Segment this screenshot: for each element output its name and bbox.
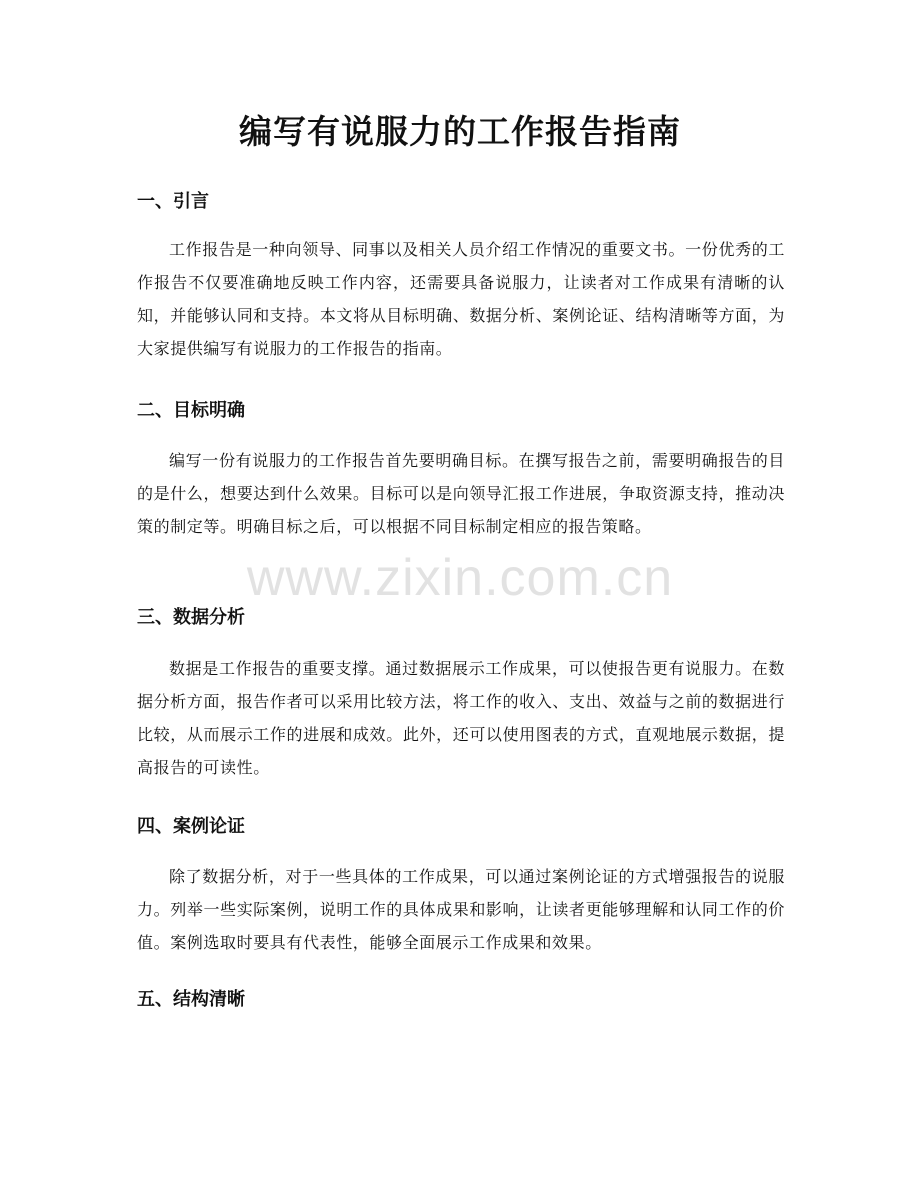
- watermark: www.zixin.com.cn: [246, 549, 674, 607]
- section-paragraph-introduction: 工作报告是一种向领导、同事以及相关人员介绍工作情况的重要文书。一份优秀的工作报告不仅要准确地反映工作内容，还需要具备说服力，让读者对工作成果有清晰的认知，并能够认同和支持。本文将从目标明确、数据分析、案例论证、结构清晰等方面，为大家提供编写有说服力的工作报告的指南。: [137, 240, 785, 358]
- section-heading-data-analysis: 三、数据分析: [137, 607, 245, 628]
- page-title: 编写有说服力的工作报告指南: [239, 112, 681, 151]
- section-paragraph-clear-goals: 编写一份有说服力的工作报告首先要明确目标。在撰写报告之前，需要明确报告的目的是什么，想要达到什么效果。目标可以是向领导汇报工作进展，争取资源支持，推动决策的制定等。明确目标之后，可以根据不同目标制定相应的报告策略。: [137, 451, 785, 536]
- section-paragraph-data-analysis: 数据是工作报告的重要支撑。通过数据展示工作成果，可以使报告更有说服力。在数据分析方面，报告作者可以采用比较方法，将工作的收入、支出、效益与之前的数据进行比较，从而展示工作的进展和成效。此外，还可以使用图表的方式，直观地展示数据，提高报告的可读性。: [137, 659, 785, 777]
- section-paragraph-case-study: 除了数据分析，对于一些具体的工作成果，可以通过案例论证的方式增强报告的说服力。列举一些实际案例，说明工作的具体成果和影响，让读者更能够理解和认同工作的价值。案例选取时要具有代表性，能够全面展示工作成果和效果。: [137, 867, 785, 952]
- section-heading-case-study: 四、案例论证: [137, 816, 245, 837]
- section-heading-introduction: 一、引言: [137, 191, 209, 212]
- section-heading-clear-goals: 二、目标明确: [137, 400, 245, 421]
- section-heading-clear-structure: 五、结构清晰: [137, 989, 245, 1010]
